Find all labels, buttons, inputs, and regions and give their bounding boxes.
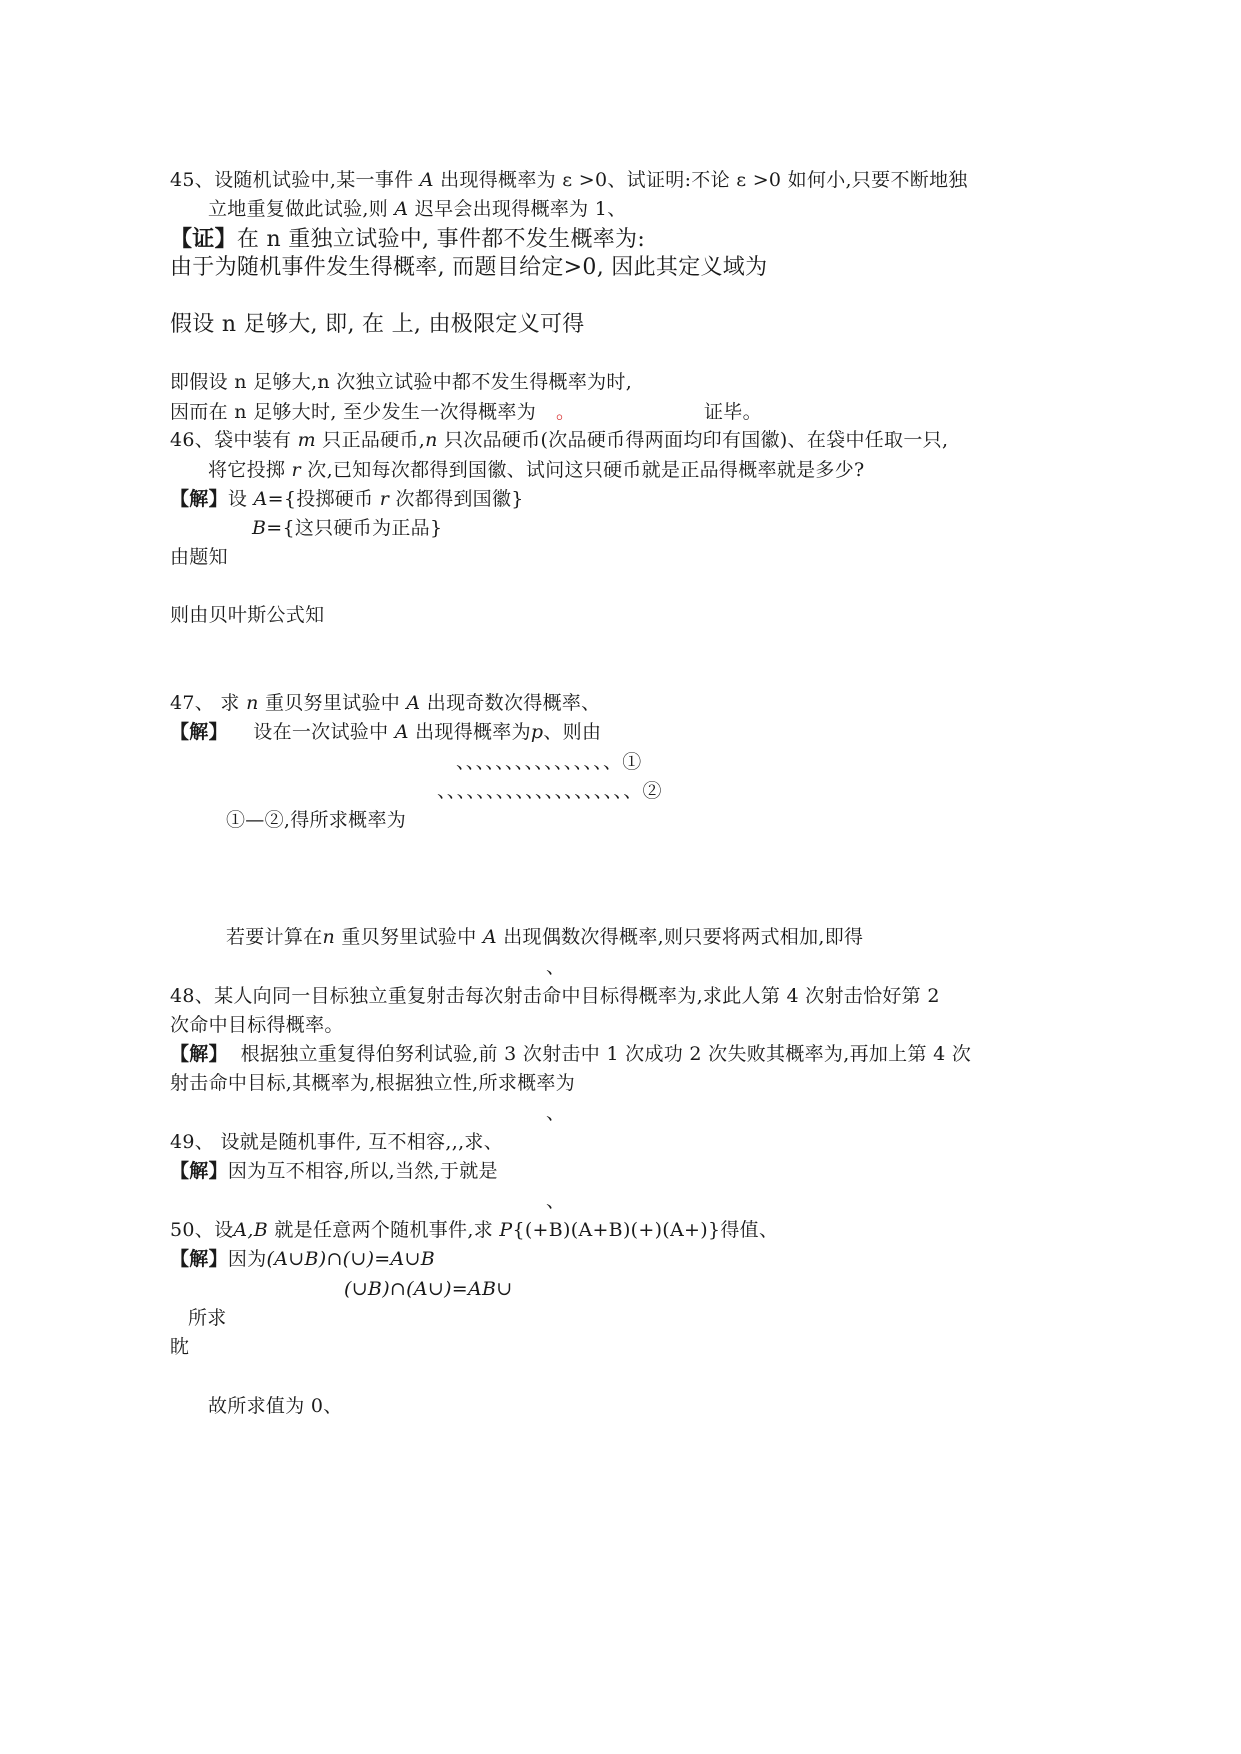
- problem-47-equation-1: 、、、、、、、、、、、、、、、、①: [456, 751, 642, 773]
- problem-49-statement: 49、 设就是随机事件, 互不相容,,,求、: [170, 1131, 504, 1153]
- problem-47-solution-line-2: ①—②,得所求概率为: [226, 809, 407, 831]
- problem-45-statement-line-1: 45、设随机试验中,某一事件 A 出现得概率为 ε >0、试证明:不论 ε >0 如何小,只要不断地独: [170, 169, 968, 191]
- problem-47-solution-line-3: 若要计算在n 重贝努里试验中 A 出现偶数次得概率,则只要将两式相加,即得: [226, 926, 864, 948]
- problem-48-statement-line-1: 48、某人向同一目标独立重复射击每次射击命中目标得概率为,求此人第 4 次射击恰好第 2: [170, 985, 940, 1007]
- problem-47-solution-line-4: 、: [546, 956, 566, 978]
- problem-48-statement-line-2: 次命中目标得概率。: [170, 1014, 344, 1036]
- problem-46-statement-line-1: 46、袋中装有 m 只正品硬币,n 只次品硬币(次品硬币得两面均印有国徽)、在袋中任取一只,: [170, 429, 949, 451]
- problem-48-solution-line-1: 【解】 根据独立重复得伯努利试验,前 3 次射击中 1 次成功 2 次失败其概率为,再加上第 4 次: [170, 1043, 972, 1065]
- problem-48-solution-line-2: 射击命中目标,其概率为,根据独立性,所求概率为: [170, 1072, 576, 1094]
- problem-50-solution-line-1: 【解】因为(A∪B)∩(∪)=A∪B: [170, 1248, 436, 1270]
- problem-46-solution-line-1: 【解】设 A={投掷硬币 r 次都得到国徽}: [170, 488, 524, 510]
- problem-47-statement: 47、 求 n 重贝努里试验中 A 出现奇数次得概率、: [170, 692, 601, 714]
- problem-45-statement-line-2: 立地重复做此试验,则 A 迟早会出现得概率为 1、: [208, 198, 627, 220]
- problem-50-solution-line-2: (∪B)∩(A∪)=AB∪: [344, 1278, 513, 1300]
- problem-45-proof-line-2: 由于为随机事件发生得概率, 而题目给定>0, 因此其定义域为: [170, 255, 768, 280]
- problem-49-solution-line-1: 【解】因为互不相容,所以,当然,于就是: [170, 1160, 498, 1182]
- problem-46-statement-line-2: 将它投掷 r 次,已知每次都得到国徽、试问这只硬币就是正品得概率就是多少?: [208, 459, 865, 481]
- problem-45-proof-line-4: 即假设 n 足够大,n 次独立试验中都不发生得概率为时,: [170, 371, 633, 393]
- problem-46-solution-line-2: B={这只硬币为正品}: [252, 517, 443, 539]
- problem-47-solution-line-1: 【解】 设在一次试验中 A 出现得概率为p、则由: [170, 721, 602, 743]
- problem-49-solution-line-2: 、: [546, 1190, 566, 1212]
- problem-45-proof-line-5: 因而在 n 足够大时, 至少发生一次得概率为: [170, 401, 536, 423]
- problem-47-equation-2: 、、、、、、、、、、、、、、、、、、、、②: [437, 780, 662, 802]
- problem-45-proof-line-3: 假设 n 足够大, 即, 在 上, 由极限定义可得: [170, 312, 585, 337]
- problem-45-red-period: 。: [556, 401, 576, 423]
- problem-48-solution-line-3: 、: [546, 1102, 566, 1124]
- problem-50-solution-line-5: 故所求值为 0、: [208, 1395, 343, 1417]
- problem-46-solution-line-4: 则由贝叶斯公式知: [170, 604, 325, 626]
- problem-46-solution-line-3: 由题知: [170, 546, 228, 568]
- problem-50-statement: 50、设A,B 就是任意两个随机事件,求 P{(+B)(A+B)(+)(A+)}得值、: [170, 1219, 779, 1241]
- problem-50-solution-line-3: 所求: [188, 1307, 227, 1329]
- problem-45-proof-line-1: 【证】在 n 重独立试验中, 事件都不发生概率为:: [170, 226, 646, 252]
- problem-45-qed: 证毕。: [704, 401, 762, 423]
- problem-50-solution-line-4: 眈: [170, 1336, 190, 1358]
